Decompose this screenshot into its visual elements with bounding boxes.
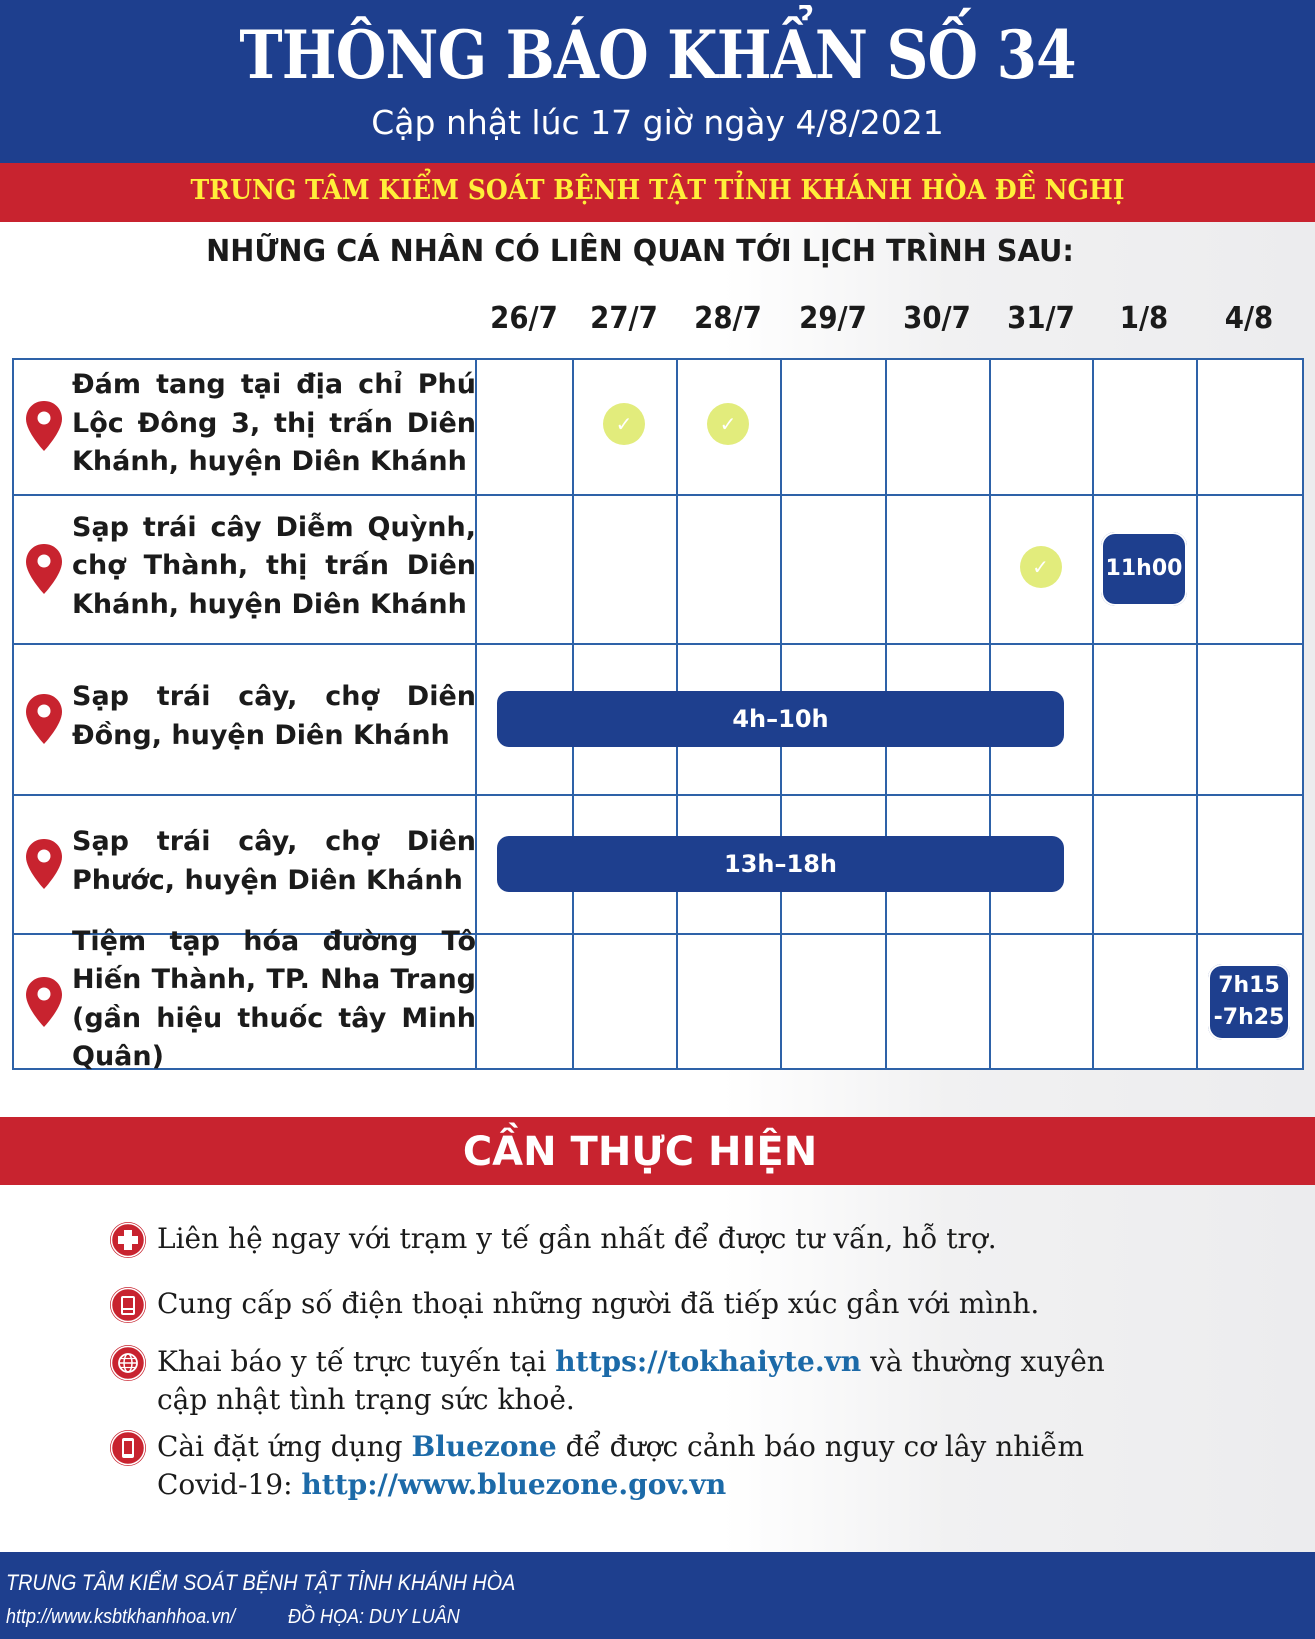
date-header: 26/7	[489, 301, 558, 336]
table-column-divider	[1092, 358, 1094, 1070]
globe-icon	[110, 1345, 146, 1381]
footer-org: TRUNG TÂM KIỂM SOÁT BỆNH TẬT TỈNH KHÁNH HÒA	[6, 1570, 516, 1595]
table-row-divider	[12, 494, 1304, 496]
location-name: Sạp trái cây, chợ Diên Phước, huyện Diên Khánh	[72, 826, 476, 896]
medical-cross-icon	[110, 1222, 146, 1258]
date-header: 1/8	[1119, 301, 1169, 336]
phone-icon	[110, 1287, 146, 1323]
footer	[0, 1552, 1315, 1639]
page-title: THÔNG BÁO KHẨN SỐ 34	[239, 16, 1076, 94]
actions-heading: CẦN THỰC HIỆN	[462, 1129, 818, 1175]
action-text: Liên hệ ngay với trạm y tế gần nhất để được tư vấn, hỗ trợ.	[157, 1222, 997, 1255]
update-time: Cập nhật lúc 17 giờ ngày 4/8/2021	[371, 103, 944, 142]
check-icon: ✓	[719, 412, 737, 436]
action-text: Cung cấp số điện thoại những người đã tiếp xúc gần với mình.	[157, 1287, 1040, 1320]
bluezone-link[interactable]: http://www.bluezone.gov.vn	[301, 1468, 727, 1501]
location-pin-icon	[24, 400, 64, 452]
time-range-bar: 4h–10h	[497, 691, 1064, 747]
check-icon: ✓	[615, 412, 633, 436]
table-row-divider	[12, 643, 1304, 645]
date-header: 31/7	[1006, 301, 1075, 336]
location-pin-icon	[24, 838, 64, 890]
authority-text: TRUNG TÂM KIỂM SOÁT BỆNH TẬT TỈNH KHÁNH HÒA ĐỀ NGHỊ	[190, 175, 1125, 206]
location-name: Sạp trái cây Diễm Quỳnh, chợ Thành, thị trấn Diên Khánh, huyện Diên Khánh	[72, 511, 476, 620]
tokhaiyte-link[interactable]: https://tokhaiyte.vn	[555, 1345, 862, 1378]
table-row-divider	[12, 358, 1304, 360]
location-name: Tiệm tạp hóa đường Tô Hiến Thành, TP. Nha Trang (gần hiệu thuốc tây Minh Quân)	[72, 925, 476, 1072]
check-icon: ✓	[1032, 554, 1049, 579]
date-header: 30/7	[903, 301, 971, 336]
location-pin-icon	[24, 976, 64, 1028]
table-row-divider	[12, 794, 1304, 796]
visited-mark	[707, 403, 749, 445]
smartphone-icon	[110, 1430, 146, 1466]
footer-credit: ĐỒ HỌA: DUY LUÂN	[288, 1606, 460, 1628]
table-column-divider	[1302, 358, 1304, 1070]
location-pin-icon	[24, 543, 64, 595]
date-header: 29/7	[798, 301, 867, 336]
time-badge: 7h15 -7h25	[1208, 964, 1290, 1040]
schedule-table	[12, 358, 1304, 1070]
schedule-heading: NHỮNG CÁ NHÂN CÓ LIÊN QUAN TỚI LỊCH TRÌNH SAU:	[206, 234, 1074, 269]
table-column-divider	[1196, 358, 1198, 1070]
action-text: Khai báo y tế trực tuyến tại https://tokhaiyte.vn và thường xuyên cập nhật tình trạng sức khoẻ.	[157, 1345, 1105, 1416]
date-header: 27/7	[590, 301, 658, 336]
action-text: Cài đặt ứng dụng Bluezone để được cảnh báo nguy cơ lây nhiễm Covid-19: http://www.bluezone.gov.vn	[157, 1430, 1085, 1501]
footer-url[interactable]: http://www.ksbtkhanhhoa.vn/	[6, 1606, 236, 1628]
bluezone-app-name: Bluezone	[411, 1430, 557, 1463]
location-name: Đám tang tại địa chỉ Phú Lộc Đông 3, thị trấn Diên Khánh, huyện Diên Khánh	[72, 369, 476, 478]
top-banner	[0, 0, 1315, 163]
visited-mark	[1020, 546, 1062, 588]
time-badge: 11h00	[1101, 532, 1187, 606]
table-column-divider	[12, 358, 14, 1070]
date-header: 4/8	[1224, 301, 1274, 336]
authority-bar	[0, 163, 1315, 222]
visited-mark	[603, 403, 645, 445]
date-header: 28/7	[694, 301, 762, 336]
time-range-bar: 13h–18h	[497, 836, 1064, 892]
location-pin-icon	[24, 693, 64, 745]
location-name: Sạp trái cây, chợ Diên Đồng, huyện Diên Khánh	[72, 681, 476, 751]
actions-bar	[0, 1117, 1315, 1185]
